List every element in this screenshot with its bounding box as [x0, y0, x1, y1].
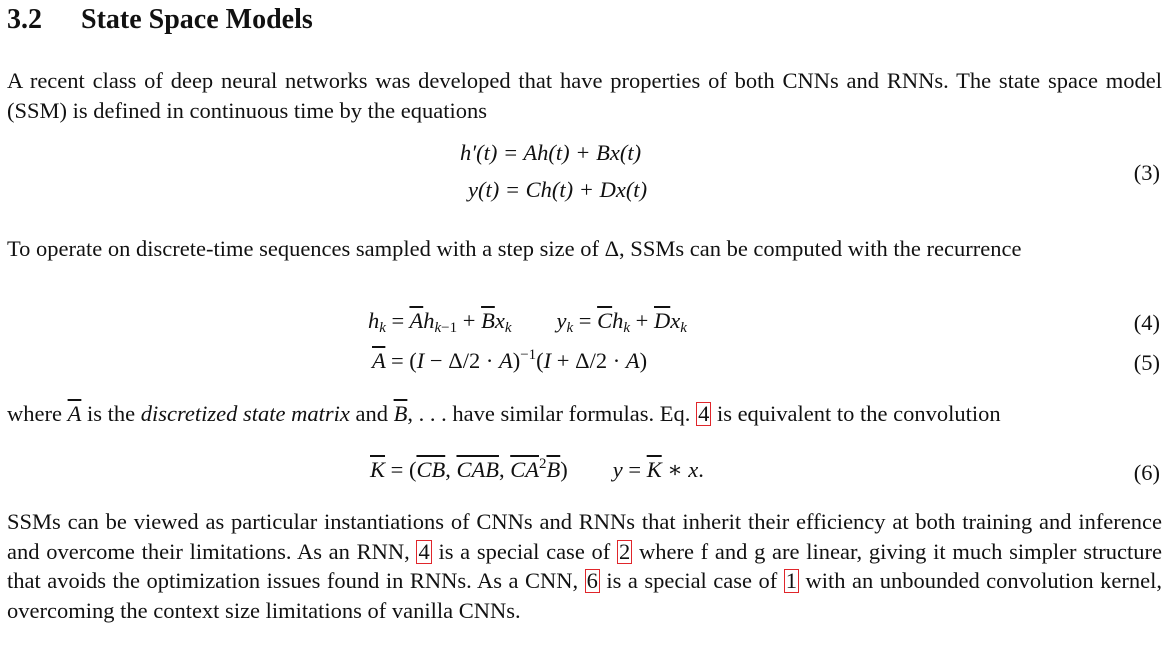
paragraph-intro: A recent class of deep neural networks was developed that have properties of both CNNs and RNNs. The state space model (SSM) is defined in continuous time by the equations	[7, 68, 1162, 123]
paragraph-conclusion: SSMs can be viewed as particular instantiations of CNNs and RNNs that inherit their efficiency at both training and inference and overcome their limitations. As an RNN, 4 is a special case of 2 where f and g are linear, giving it much simpler structure that avoids the optimization issues found in RNNs. As a CNN, 6 is a special case of 1 with an unbounded convolution kernel, overcoming the context size limitations of vanilla CNNs.	[7, 509, 1163, 623]
equation-3-number: (3)	[1133, 160, 1160, 185]
equation-4-number: (4)	[1133, 310, 1160, 335]
equation-5: $\overline{A} = (I - \Delta/2 \cdot A)^{-1}(I + \Delta/2 \cdot A)$	[372, 347, 648, 373]
equation-6: $\overline{K} = (\overline{CB}$, $\overline{CAB}$, $\overline{CA}^2\overline{B}$) $y = \overline{K}$ ∗ x.	[370, 456, 704, 482]
ref-eq-4-b[interactable]: 4	[418, 538, 430, 564]
ref-eq-1[interactable]: 1	[785, 568, 797, 593]
section-heading	[7, 4, 313, 36]
section-title: State Space Models	[81, 4, 313, 35]
equation-4: $h_k = \overline{A}h_{k-1} + \overline{B}x_k$ $y_k = \overline{C}h_k + \overline{D}x_k$	[368, 308, 687, 336]
ref-eq-6[interactable]: 6	[586, 568, 598, 593]
paragraph-recurrence: To operate on discrete-time sequences sampled with a step size of Δ, SSMs can be computed with the recurrence	[7, 236, 1022, 261]
paragraph-discretized: where $\overline{A}$ is the discretized state matrix and $\overline{B}$, . . . have similar formulas. Eq. 4 is equivalent to the convolution	[7, 401, 1001, 426]
section-number: 3.2	[7, 4, 42, 35]
equation-5-number: (5)	[1133, 350, 1160, 375]
equation-6-number: (6)	[1133, 460, 1160, 485]
ref-eq-4[interactable]: 4	[698, 401, 710, 426]
equation-3-line-1: h′(t) = Ah(t) + Bx(t)	[460, 140, 642, 165]
equation-3-line-2: y(t) = Ch(t) + Dx(t)	[468, 177, 648, 202]
ref-eq-2[interactable]: 2	[619, 538, 631, 564]
